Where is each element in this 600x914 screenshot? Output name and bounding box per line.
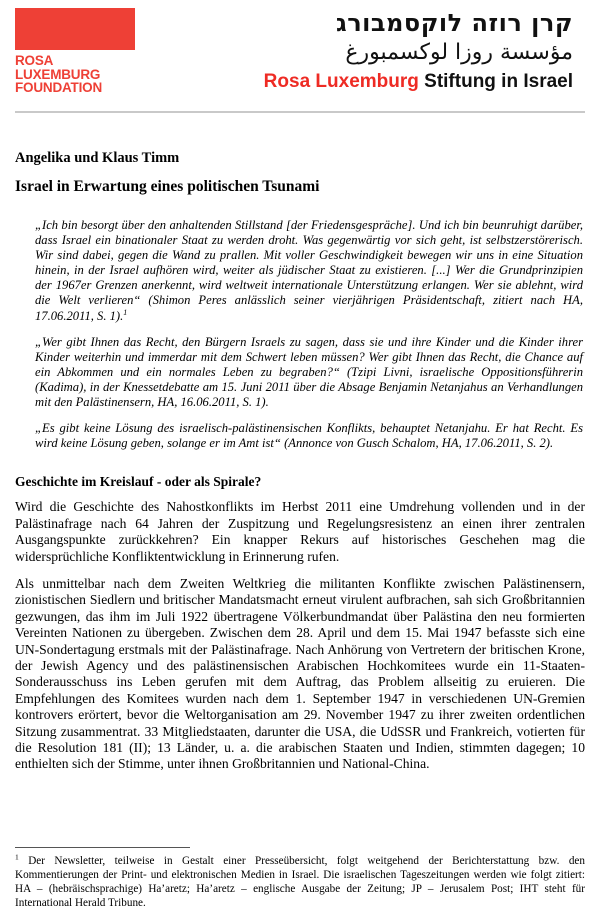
logo-red-block-icon xyxy=(15,8,135,50)
quote-block xyxy=(15,218,585,451)
body-paragraph: Als unmittelbar nach dem Zweiten Weltkrieg die militanten Konflikte zwischen Palästinensern, zionistischen Siedlern und britischer Mandatsmacht erneut virulent aufbrachen, sah sich Großbritannien gezwungen, das ihm im Juli 1922 übertragene Völkerbundmandat über Palästina den neu formierten Vereinten Nationen zu übergeben. Zwischen dem 28. April und dem 15. Mai 1947 befasste sich eine UN-Sondertagung erstmals mit der Palästinafrage. Nach Anhörung von Vertretern der britischen Krone, der Jewish Agency und des palästinensischen Arabischen Hochkomitees wurde ein 11-Staaten-Sonderausschuss ins Leben gerufen mit dem Auftrag, das Problem allseitig zu eruieren. Die Empfehlungen des Komitees wurden nach dem 1. September 1947 in verschiedenen UN-Gremien kontrovers erörtert, bevor die Weltorganisation am 29. November 1947 zu ihrer zweiten ordentlichen Sitzung zusammentrat. 33 Mitgliedstaaten, darunter die USA, die UdSSR und Frankreich, votierten für die Resolution 181 (II); 13 Länder, u. a. die arabischen Staaten und Indien, stimmten dagegen; 10 enthielten sich der Stimme, unter ihnen Großbritannien und National-China. xyxy=(15,575,585,772)
pull-quote xyxy=(35,421,583,451)
section-heading: Geschichte im Kreislauf - oder als Spirale? xyxy=(15,474,262,490)
masthead-names xyxy=(137,8,585,93)
organization-name-hebrew: קרן רוזה לוקסמבורג xyxy=(335,9,573,37)
footnote xyxy=(15,854,585,910)
brand-name-suffix: Stiftung in Israel xyxy=(418,71,573,92)
masthead xyxy=(15,0,585,103)
logo-wordmark-line-1: ROSA xyxy=(15,53,54,68)
footnote-area xyxy=(15,847,585,910)
pull-quote-text: „Es gibt keine Lösung des israelisch-palästinensischen Konflikts, behauptet Netanjahu. Er hat Recht. Es wird keine Lösung geben, solange er im Amt ist“ (Annonce von Gusch Schalom, HA, 17.06.2011, S. 2). xyxy=(35,421,583,451)
document-header xyxy=(15,149,585,196)
pull-quote-text: „Ich bin besorgt über den anhaltenden Stillstand [der Friedensgespräche]. Und ich bin beunruhigt darüber, dass Israel ein binationaler Staat zu werden droht. Was gegenwärtig vor sich geht, ist selbstzerstörerisch. Wir sind dabei, gegen die Wand zu prallen. Mit voller Geschwindigkeit bewegen wir uns in eine Situation hinein, in der Israel aufhören wird, weiter als jüdischer Staat zu existieren. [...] Wer die Grundprinzipien der 1967er Grenzen anerkennt, wird weltweit internationale Unterstützung erlangen. Wer sie ablehnt, wird die Welt verlieren“ (Shimon Peres anlässlich seiner vierjährigen Präsidentschaft, zitiert nach HA, 17.06.2011, S. 1). xyxy=(35,218,583,323)
footnote-text: Der Newsletter, teilweise in Gestalt einer Presseübersicht, folgt weitgehend der Berichterstattung bzw. den Kommentierungen der Print- und elektronischen Medien in Israel. Die israelischen Tageszeitungen werden wie folgt zitiert: HA – (hebräischsprachige) Ha’aretz; Ha’aretz – englische Ausgabe der Zeitung; JP – Jerusalem Post; IHT steht für International Herald Tribune. xyxy=(15,855,585,909)
footnote-divider xyxy=(15,847,190,848)
header-divider xyxy=(15,111,585,113)
footnote-reference[interactable]: 1 xyxy=(123,307,128,317)
logo-wordmark-line-2: LUXEMBURG xyxy=(15,66,101,82)
body-paragraph: Wird die Geschichte des Nahostkonflikts im Herbst 2011 eine Umdrehung vollenden und in der Palästinafrage nach 64 Jahren der Zuspitzung und Regelungsresistenz an einen ihrer zentralen Ausgangspunkte zurückkehren? Ein knapper Rekurs auf historisches Geschehen mag die widersprüchliche Konfliktentwicklung in Erinnerung rufen. xyxy=(15,499,585,564)
logo-wordmark-line-3: FOUNDATION xyxy=(15,80,102,95)
organization-logo xyxy=(15,8,137,95)
logo-wordmark xyxy=(15,54,137,95)
brand-name-highlight: Rosa Luxemburg xyxy=(263,71,419,92)
footnote-marker: 1 xyxy=(15,852,19,862)
pull-quote-text: „Wer gibt Ihnen das Recht, den Bürgern Israels zu sagen, dass sie und ihre Kinder und die Kinder ihrer Kinder weiterhin und immerdar mit dem Schwert leben müssen? Wer gibt Ihnen das Recht, die Chance auf ein Abkommen und ein normales Leben zu begraben?“ (Tzipi Livni, israelische Oppositionsführerin (Kadima), in der Knessetdebatte am 15. Juni 2011 über die Absage Benjamin Netanjahus an Verhandlungen mit den Palästinensern, HA, 16.06.2011, S. 1). xyxy=(35,334,583,410)
page-title: Israel in Erwartung eines politischen Tsunami xyxy=(15,178,320,195)
pull-quote xyxy=(35,335,583,410)
pull-quote xyxy=(35,218,583,324)
organization-name-latin xyxy=(137,71,573,93)
organization-name-arabic: مؤسسة روزا لوكسمبورغ xyxy=(345,40,573,65)
document-authors: Angelika und Klaus Timm xyxy=(15,150,180,166)
